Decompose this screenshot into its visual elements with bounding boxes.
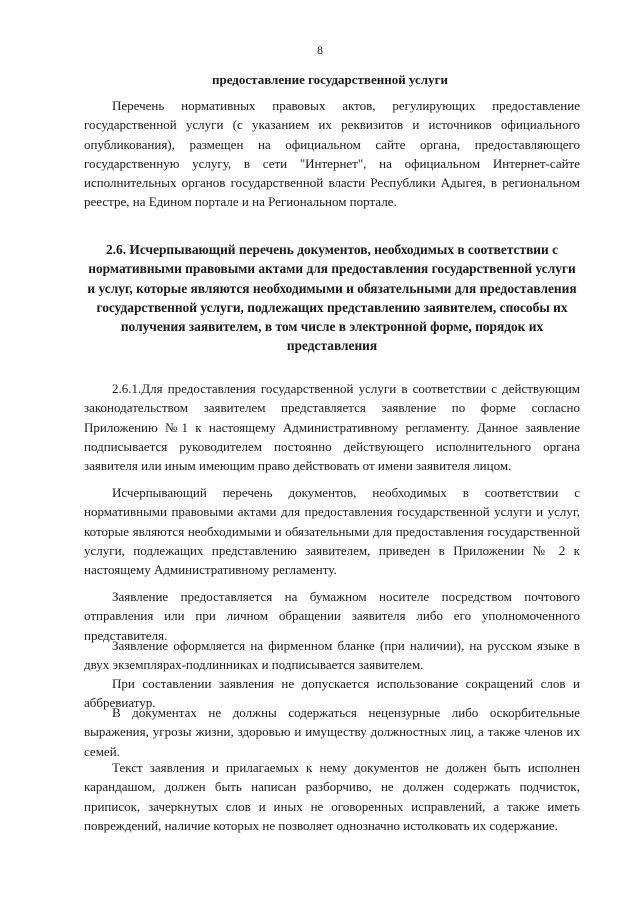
paragraph-legal-acts: Перечень нормативных правовых актов, регулирующих предоставление государственной услуги (с указанием их реквизитов и источников официального опубликования), размещен на официальном сайте органа, предоставляющего государственную услугу, в сети "Интернет", на официальном Интернет-сайте исполнительных органов государственной власти Республики Адыгея, в региональном реестре, на Едином портале и на Региональном портале. xyxy=(84,98,580,210)
paragraph-submission: Заявление предоставляется на бумажном носителе посредством почтового отправления или при личном обращении заявителя либо его уполномоченного представителя. xyxy=(84,589,580,643)
paragraph-documents-list: Исчерпывающий перечень документов, необходимых в соответствии с нормативными правовыми актами для предоставления государственной услуги и услуг, которые являются необходимыми и обязательными для предоставления государственной услуги, подлежащих представлению заявителем, приведен в Приложении № 2 к настоящему Административному регламенту. xyxy=(84,485,580,578)
page-number: 8 xyxy=(317,43,323,57)
continued-heading: предоставление государственной услуги xyxy=(211,72,448,87)
section-title-2-6: 2.6. Исчерпывающий перечень документов, необходимых в соответствии с нормативными правовыми актами для предоставления государственной услуги и услуг, которые являются необходимыми и обязательными для предоставления государственной услуги, подлежащих представлению заявителем, способы их получения заявителем, в том числе в электронной форме, порядок их представления xyxy=(87,242,577,354)
paragraph-obscene: В документах не должны содержаться нецензурные либо оскорбительные выражения, угрозы жизни, здоровью и имуществу должностных лиц, а также членов их семей. xyxy=(84,705,580,759)
paragraph-letterhead: Заявление оформляется на фирменном бланке (при наличии), на русском языке в двух экземплярах-подлинниках и подписывается заявителем. xyxy=(84,638,580,673)
paragraph-abbreviations: При составлении заявления не допускается использование сокращений слов и аббревиатур. xyxy=(84,676,580,711)
paragraph-2-6-1: 2.6.1.Для предоставления государственной услуги в соответствии с действующим законодательством заявителем представляется заявление по форме согласно Приложению №1 к настоящему Административному регламенту. Данное заявление подписывается руководителем постоянно действующего исполнительного органа заявителя или иным имеющим право действовать от имени заявителя лицом. xyxy=(84,381,580,474)
paragraph-text-requirements: Текст заявления и прилагаемых к нему документов не должен быть исполнен карандашом, должен быть написан разборчиво, не должен содержать подчисток, приписок, зачеркнутых слов и иных не оговоренных исправлений, а также иметь повреждений, наличие которых не позволяет однозначно истолковать их содержание. xyxy=(84,760,580,833)
